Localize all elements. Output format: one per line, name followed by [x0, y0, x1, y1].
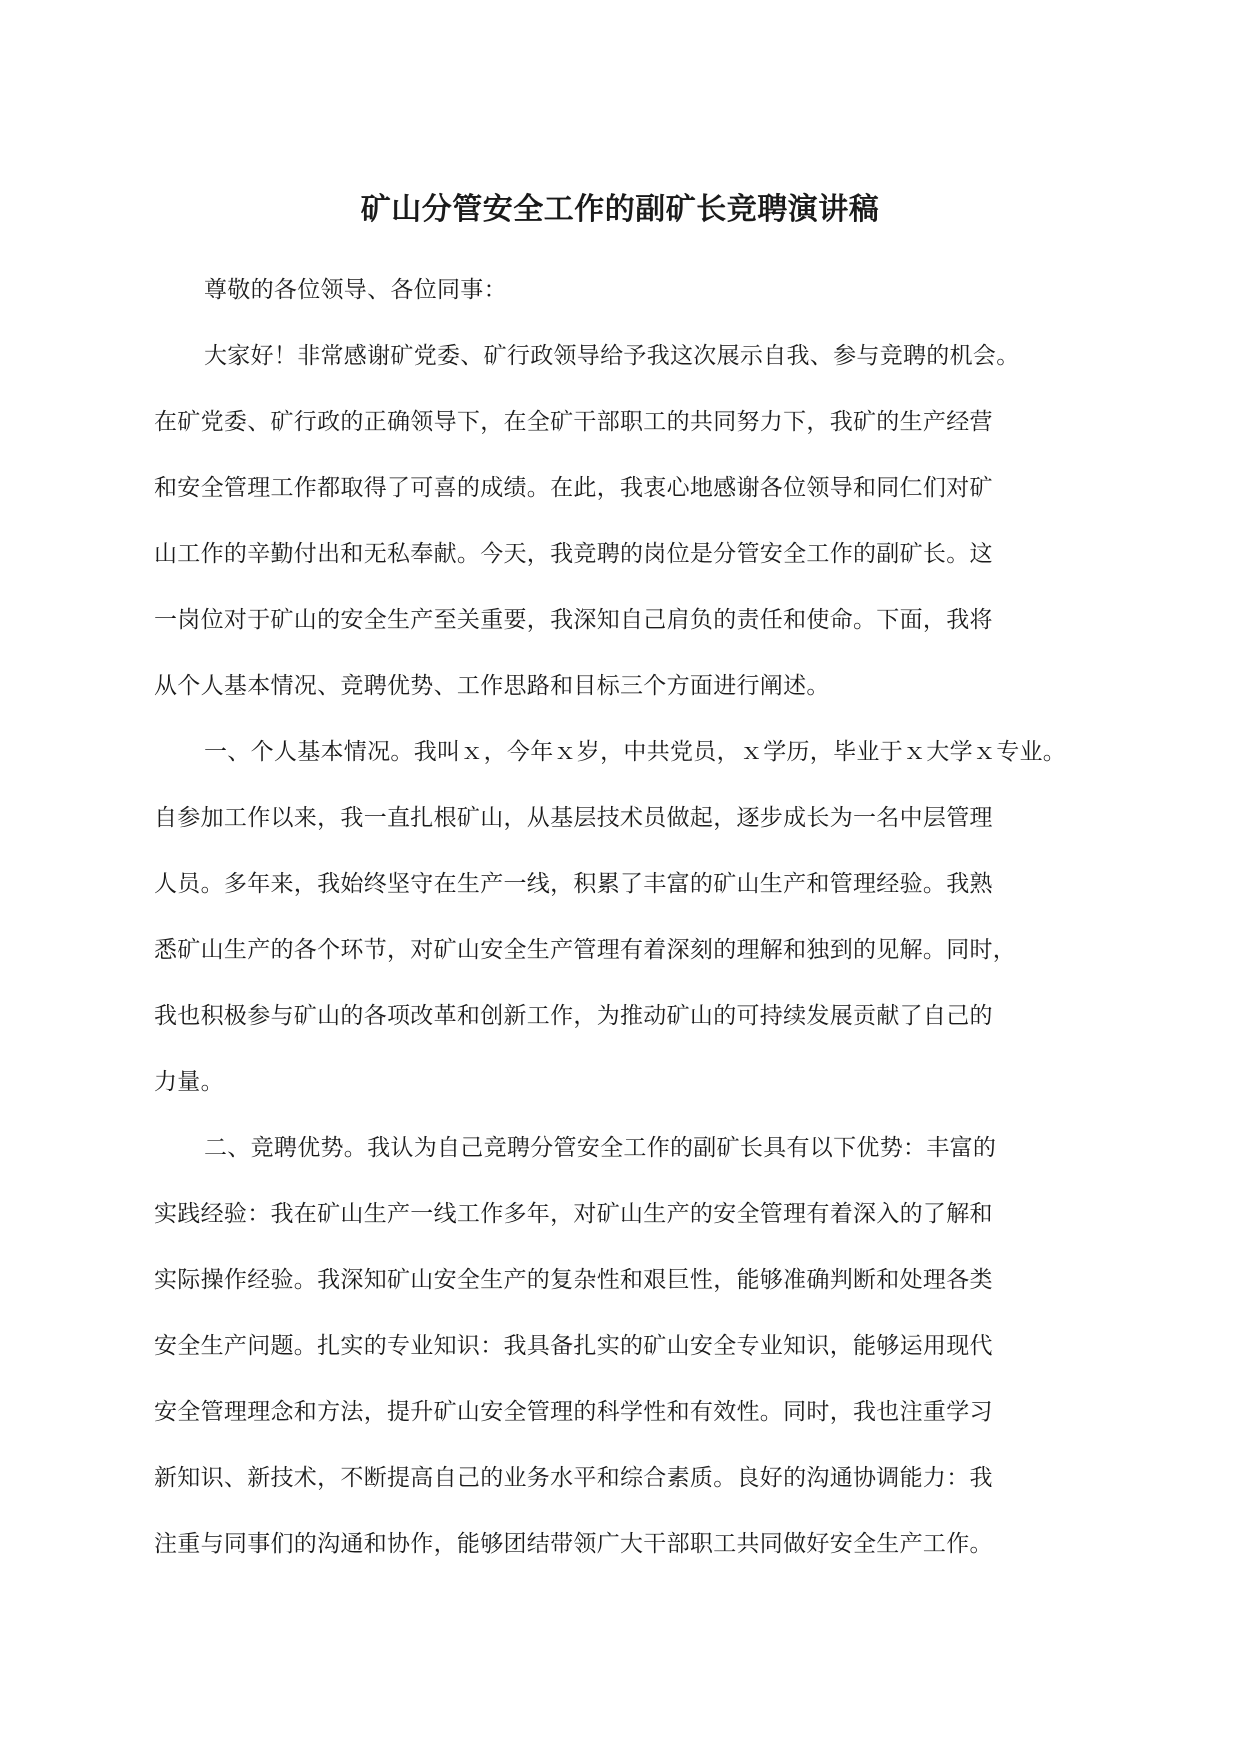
greeting-line: 尊敬的各位领导、各位同事：: [204, 277, 507, 303]
paragraph-line: 悉矿山生产的各个环节，对矿山安全生产管理有着深刻的理解和独到的见解。同时，: [154, 937, 1017, 963]
paragraph-line: 实际操作经验。我深知矿山安全生产的复杂性和艰巨性，能够准确判断和处理各类: [154, 1267, 993, 1293]
paragraph-intro: [154, 323, 1066, 719]
paragraph-line: 山工作的辛勤付出和无私奉献。今天，我竞聘的岗位是分管安全工作的副矿长。这: [154, 541, 993, 567]
paragraph-line: 我也积极参与矿山的各项改革和创新工作，为推动矿山的可持续发展贡献了自己的: [154, 1003, 993, 1029]
paragraph-line: 大家好！非常感谢矿党委、矿行政领导给予我这次展示自我、参与竞聘的机会。: [204, 343, 1020, 369]
paragraph-line: 安全生产问题。扎实的专业知识：我具备扎实的矿山安全专业知识，能够运用现代: [154, 1333, 993, 1359]
document-body: [154, 257, 1066, 1577]
paragraph-line: 从个人基本情况、竞聘优势、工作思路和目标三个方面进行阐述。: [154, 673, 830, 699]
paragraph-personal-info: [154, 719, 1066, 1115]
page-title: 矿山分管安全工作的副矿长竞聘演讲稿: [360, 192, 880, 227]
greeting-paragraph: [154, 257, 1066, 323]
paragraph-line: 安全管理理念和方法，提升矿山安全管理的科学性和有效性。同时，我也注重学习: [154, 1399, 993, 1425]
paragraph-line: 和安全管理工作都取得了可喜的成绩。在此，我衷心地感谢各位领导和同仁们对矿: [154, 475, 993, 501]
paragraph-line: 一岗位对于矿山的安全生产至关重要，我深知自己肩负的责任和使命。下面，我将: [154, 607, 993, 633]
paragraph-line: 力量。: [154, 1069, 224, 1095]
paragraph-line: 注重与同事们的沟通和协作，能够团结带领广大干部职工共同做好安全生产工作。: [154, 1531, 993, 1557]
paragraph-advantages: [154, 1115, 1066, 1577]
paragraph-line: 二、竞聘优势。我认为自己竞聘分管安全工作的副矿长具有以下优势：丰富的: [204, 1135, 997, 1161]
paragraph-line: 实践经验：我在矿山生产一线工作多年，对矿山生产的安全管理有着深入的了解和: [154, 1201, 993, 1227]
paragraph-line: 一、个人基本情况。我叫ｘ，今年ｘ岁，中共党员，ｘ学历，毕业于ｘ大学ｘ专业。: [204, 739, 1067, 765]
paragraph-line: 在矿党委、矿行政的正确领导下，在全矿干部职工的共同努力下，我矿的生产经营: [154, 409, 993, 435]
paragraph-line: 人员。多年来，我始终坚守在生产一线，积累了丰富的矿山生产和管理经验。我熟: [154, 871, 993, 897]
paragraph-line: 自参加工作以来，我一直扎根矿山，从基层技术员做起，逐步成长为一名中层管理: [154, 805, 993, 831]
paragraph-line: 新知识、新技术，不断提高自己的业务水平和综合素质。良好的沟通协调能力：我: [154, 1465, 993, 1491]
